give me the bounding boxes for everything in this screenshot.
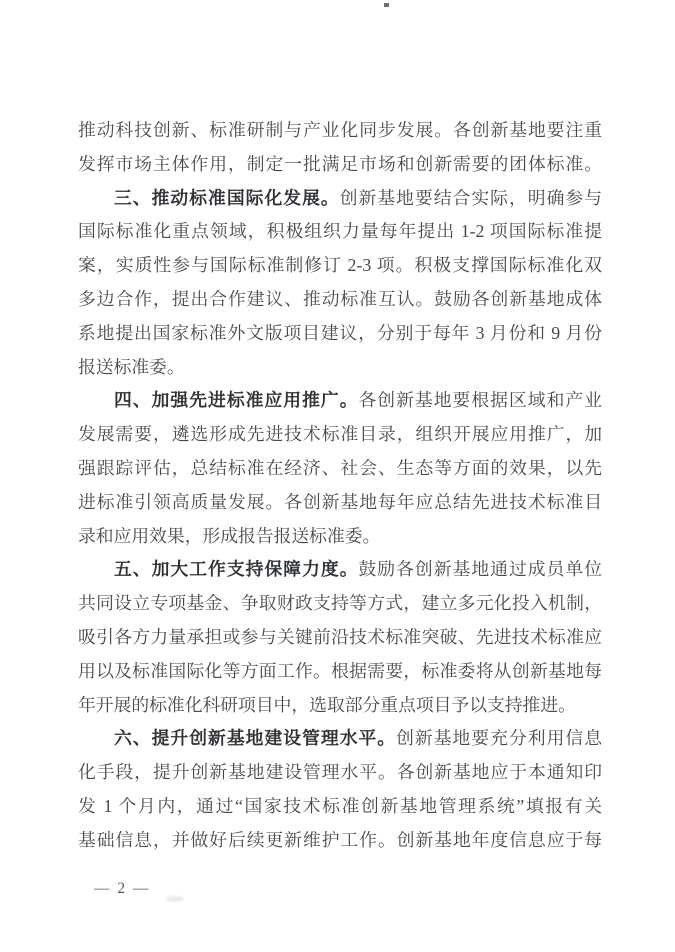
body-text: 报送标准委。 — [78, 356, 185, 377]
body-text: 录和应用效果，形成报告报送标准委。 — [78, 525, 381, 546]
body-text: 进标准引领高质量发展。各创新基地每年应总结先进技术标准目 — [78, 491, 602, 512]
body-text: 推动科技创新、标准研制与产业化同步发展。各创新基地要注重 — [78, 120, 602, 140]
para-3-standard-internationalization-line-5 — [78, 317, 602, 351]
body-text: 创新基地要充分利用信息 — [396, 728, 602, 749]
para-3-standard-internationalization-line-6 — [78, 351, 602, 385]
body-text: 发挥市场主体作用，制定一批满足市场和创新需要的团体标准。 — [78, 153, 602, 174]
para-4-advanced-standard-promotion-line-2 — [78, 418, 602, 452]
body-text: 创新基地要结合实际，明确参与 — [339, 187, 602, 208]
body-text: 发 1 个月内，通过“国家技术标准创新基地管理系统”填报有关 — [78, 795, 602, 816]
body-text: 系地提出国家标准外文版项目建议，分别于每年 3 月份和 9 月份 — [78, 322, 602, 343]
body-text: 共同设立专项基金、争取财政支持等方式，建立多元化投入机制， — [78, 593, 602, 614]
section-heading: 四、加强先进标准应用推广。 — [114, 390, 359, 411]
body-text: 发展需要，遴选形成先进技术标准目录，组织开展应用推广，加 — [78, 424, 602, 445]
body-text: 强跟踪评估，总结标准在经济、社会、生态等方面的效果，以先 — [78, 457, 602, 478]
body-text: 各创新基地要根据区域和产业 — [358, 390, 602, 411]
para-3-standard-internationalization-line-2 — [78, 215, 602, 249]
para-5-work-support-guarantee-line-5 — [78, 689, 602, 723]
scan-artifact-dot — [384, 3, 389, 7]
section-heading: 六、提升创新基地建设管理水平。 — [114, 728, 397, 749]
section-heading: 三、推动标准国际化发展。 — [114, 187, 340, 208]
body-text: 案，实质性参与国际标准制修订 2-3 项。积极支撑国际标准化双 — [78, 255, 602, 276]
body-text: 化手段，提升创新基地建设管理水平。各创新基地应于本通知印 — [78, 762, 602, 783]
para-team-standards-continuation-line-2 — [78, 148, 602, 182]
body-text: 吸引各方力量承担或参与关键前沿技术标准突破、先进技术标准应 — [78, 626, 602, 647]
scan-artifact-smudge — [166, 896, 184, 902]
para-4-advanced-standard-promotion-line-1 — [78, 384, 602, 418]
para-6-construction-management-level-line-3 — [78, 790, 602, 824]
para-5-work-support-guarantee-line-4 — [78, 655, 602, 689]
para-3-standard-internationalization-line-3 — [78, 249, 602, 283]
para-team-standards-continuation-line-1 — [78, 114, 602, 148]
para-5-work-support-guarantee-line-3 — [78, 621, 602, 655]
body-text: 多边合作，提出合作建议、推动标准互认。鼓励各创新基地成体 — [78, 288, 602, 309]
body-text: 基础信息，并做好后续更新维护工作。创新基地年度信息应于每 — [78, 829, 602, 850]
para-6-construction-management-level-line-1 — [78, 722, 602, 756]
body-text: 用以及标准国际化等方面工作。根据需要，标准委将从创新基地每 — [78, 660, 602, 681]
para-3-standard-internationalization-line-1 — [78, 182, 602, 216]
body-text: 国际标准化重点领域，积极组织力量每年提出 1-2 项国际标准提 — [78, 221, 602, 242]
para-6-construction-management-level-line-2 — [78, 756, 602, 790]
para-3-standard-internationalization-line-4 — [78, 283, 602, 317]
document-text-block — [78, 114, 602, 858]
para-5-work-support-guarantee-line-1 — [78, 553, 602, 587]
body-text: 鼓励各创新基地通过成员单位 — [358, 559, 602, 580]
para-4-advanced-standard-promotion-line-3 — [78, 452, 602, 486]
para-4-advanced-standard-promotion-line-5 — [78, 520, 602, 554]
para-5-work-support-guarantee-line-2 — [78, 587, 602, 621]
para-6-construction-management-level-line-4 — [78, 824, 602, 858]
page-number: — 2 — — [94, 880, 151, 897]
body-text: 年开展的标准化科研项目中，选取部分重点项目予以支持推进。 — [78, 694, 576, 715]
para-4-advanced-standard-promotion-line-4 — [78, 486, 602, 520]
section-heading: 五、加大工作支持保障力度。 — [114, 559, 359, 580]
